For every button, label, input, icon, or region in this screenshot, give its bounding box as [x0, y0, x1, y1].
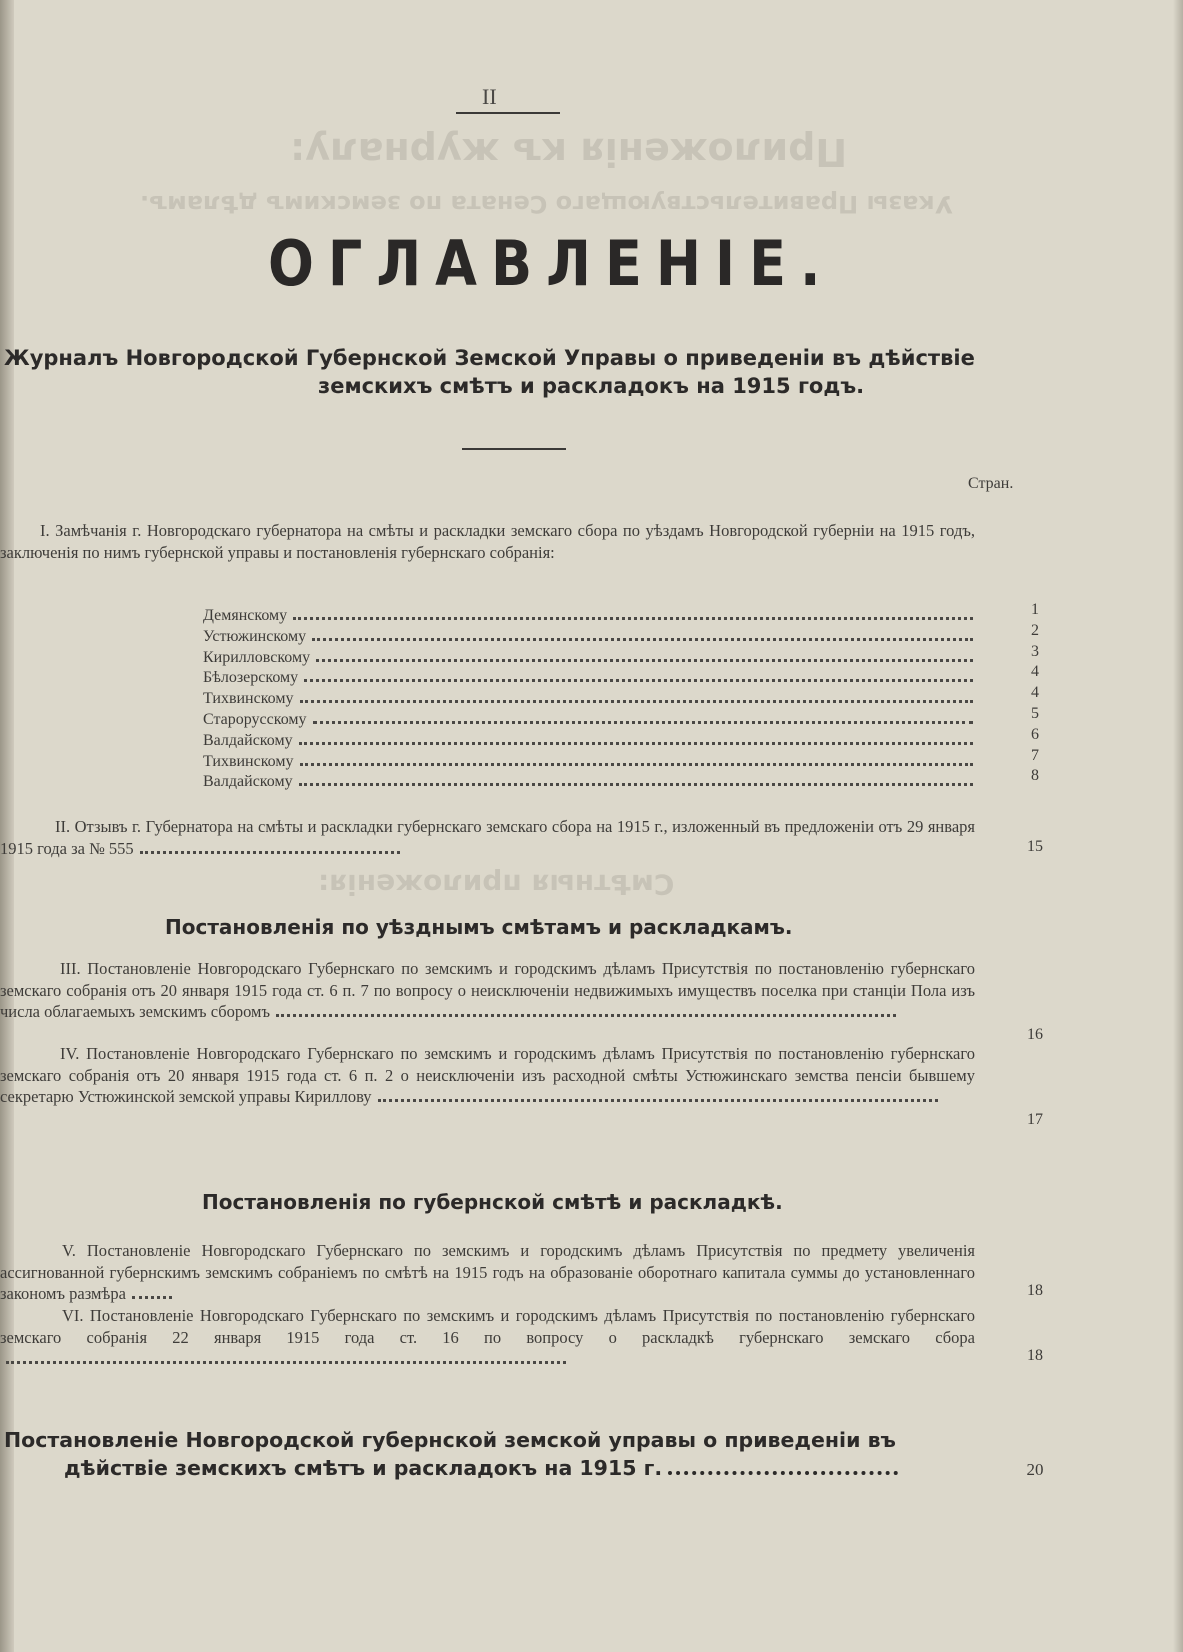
final-leader — [668, 1470, 898, 1475]
section-5-leader — [132, 1295, 172, 1299]
toc-entry-name: Демянскому — [203, 607, 288, 624]
page-title: ОГЛАВЛЕНІЕ. — [268, 227, 835, 300]
toc-entry — [203, 751, 973, 771]
toc-entry — [203, 688, 973, 708]
toc-entry-name: Тихвинскому — [203, 752, 294, 770]
bleed-through-subheading: Указы Правительствующаго Сената по земскимъ дѣламъ. — [140, 190, 954, 218]
section-4-body: IV. Постановленіе Новгородскаго Губернскаго по земскимъ и городскимъ дѣламъ Присутствія по постановленію губернскаго земскаго собранія отъ 20 января 1915 года ст. 6 п. 2 о неисключеніи изъ расходной смѣты Устюжинскаго земства пенсіи бывшему секретарю Устюжинской земской управы Кириллову — [0, 1044, 975, 1106]
section-6-page: 18 — [1027, 1347, 1043, 1364]
section-6-body: VI. Постановленіе Новгородскаго Губернскаго по земскимъ и городскимъ дѣламъ Присутствія по постановленію губернскаго земскаго собранія 22 января 1915 года ст. 16 по вопросу о раскладкѣ губернскаго земскаго сбора — [0, 1306, 975, 1347]
toc-entry-page: 4 — [1031, 684, 1039, 702]
page-number-roman: II — [482, 84, 497, 109]
journal-heading-line1: Журналъ Новгородской Губернской Земской Управы о приведеніи въ дѣйствіе — [4, 346, 975, 370]
toc-entry-leader — [313, 721, 973, 724]
journal-heading-line2: земскихъ смѣтъ и раскладокъ на 1915 годъ. — [318, 374, 865, 398]
toc-entry-page: 5 — [1031, 705, 1039, 722]
toc-entry-page: 3 — [1031, 642, 1039, 660]
toc-entry-name: Бѣлозерскому — [203, 669, 299, 687]
toc-entry-name: Старорусскому — [203, 711, 307, 728]
final-heading-line2-text: дѣйствіе земскихъ смѣтъ и раскладокъ на 1915 г. — [64, 1456, 663, 1480]
toc-entry-leader — [300, 763, 974, 766]
section-5-body: V. Постановленіе Новгородскаго Губернскаго по земскимъ и городскимъ дѣламъ Присутствія по предмету увеличенія ассигнованной губернскимъ земскимъ собраніемъ по смѣтѣ на 1915 годъ на образованіе оборотнаго капитала суммы до установленнаго закономъ размѣра — [0, 1241, 975, 1303]
toc-entry-leader — [316, 659, 973, 662]
section-1-text: I. Замѣчанія г. Новгородскаго губернатора на смѣты и раскладки земскаго сбора по уѣздамъ Новгородской губерніи на 1915 годъ, заключенія по нимъ губернской управы и постановленія губернскаго собранія: — [0, 521, 975, 562]
toc-entry-leader — [293, 617, 973, 620]
toc-entry-page: 8 — [1031, 767, 1039, 785]
toc-entry — [203, 605, 973, 625]
toc-entry — [203, 771, 973, 791]
bleed-through-smetnye: Смѣтныя приложенія: — [318, 868, 675, 901]
section-2-text — [0, 816, 975, 859]
toc-entry — [203, 709, 973, 729]
toc-entry-name: Валдайскому — [203, 773, 293, 791]
final-heading-line2 — [64, 1456, 898, 1480]
toc-entry-name: Валдайскому — [203, 731, 293, 749]
bleed-through-heading: Приложенія къ журналу: — [290, 130, 848, 174]
toc-entry-leader — [312, 638, 973, 641]
uezd-heading: Постановленія по уѣзднымъ смѣтамъ и раскладкамъ. — [165, 915, 793, 939]
section-4-text — [0, 1043, 975, 1108]
toc-entry — [203, 730, 973, 750]
toc-entry — [203, 647, 973, 667]
section-6-leader — [6, 1360, 566, 1364]
section-3-body: III. Постановленіе Новгородскаго Губернскаго по земскимъ и городскимъ дѣламъ Присутствія по постановленію губернскаго земскаго собранія отъ 20 января 1915 года ст. 6 п. 7 по вопросу о неисключеніи недвижимыхъ имуществъ поселка при станціи Пола изъ числа облагаемыхъ земскимъ сборомъ — [0, 959, 975, 1021]
section-2-body: II. Отзывъ г. Губернатора на смѣты и раскладки губернскаго земскаго сбора на 1915 г., изложенный въ предложеніи отъ 29 января 1915 года за № 555 — [0, 817, 975, 858]
toc-entry-leader — [299, 783, 973, 786]
toc-entry-name: Тихвинскому — [203, 690, 294, 708]
toc-entry-name: Устюжинскому — [203, 627, 307, 645]
top-rule — [456, 112, 560, 114]
section-4-page: 17 — [1027, 1111, 1043, 1128]
section-5-page: 18 — [1027, 1282, 1043, 1299]
toc-entry-page: 6 — [1031, 725, 1039, 743]
page-right-edge — [1173, 0, 1183, 1652]
final-page: 20 — [1026, 1460, 1044, 1479]
page-column-label: Стран. — [968, 475, 1014, 492]
section-2-leader — [140, 850, 400, 854]
toc-entry-leader — [304, 679, 973, 682]
toc-entry-page: 7 — [1031, 746, 1039, 764]
toc-entry — [203, 667, 973, 687]
short-rule — [462, 448, 566, 450]
toc-entry-page: 1 — [1031, 601, 1039, 618]
section-2-page: 15 — [1027, 838, 1043, 855]
toc-entry-leader — [300, 700, 974, 703]
section-6-text — [0, 1305, 975, 1370]
section-4-leader — [378, 1098, 938, 1102]
toc-entry — [203, 626, 973, 646]
toc-entry-page: 2 — [1031, 621, 1039, 639]
toc-entry-name: Кирилловскому — [203, 648, 311, 666]
section-3-page: 16 — [1027, 1026, 1043, 1043]
section-5-text — [0, 1240, 975, 1305]
final-heading-line1: Постановленіе Новгородской губернской земской управы о приведеніи въ — [4, 1428, 896, 1452]
toc-entry-leader — [299, 742, 973, 745]
gub-heading: Постановленія по губернской смѣтѣ и раскладкѣ. — [202, 1190, 783, 1214]
toc-entry-page: 4 — [1031, 663, 1039, 681]
section-3-leader — [276, 1013, 896, 1017]
section-3-text — [0, 958, 975, 1023]
